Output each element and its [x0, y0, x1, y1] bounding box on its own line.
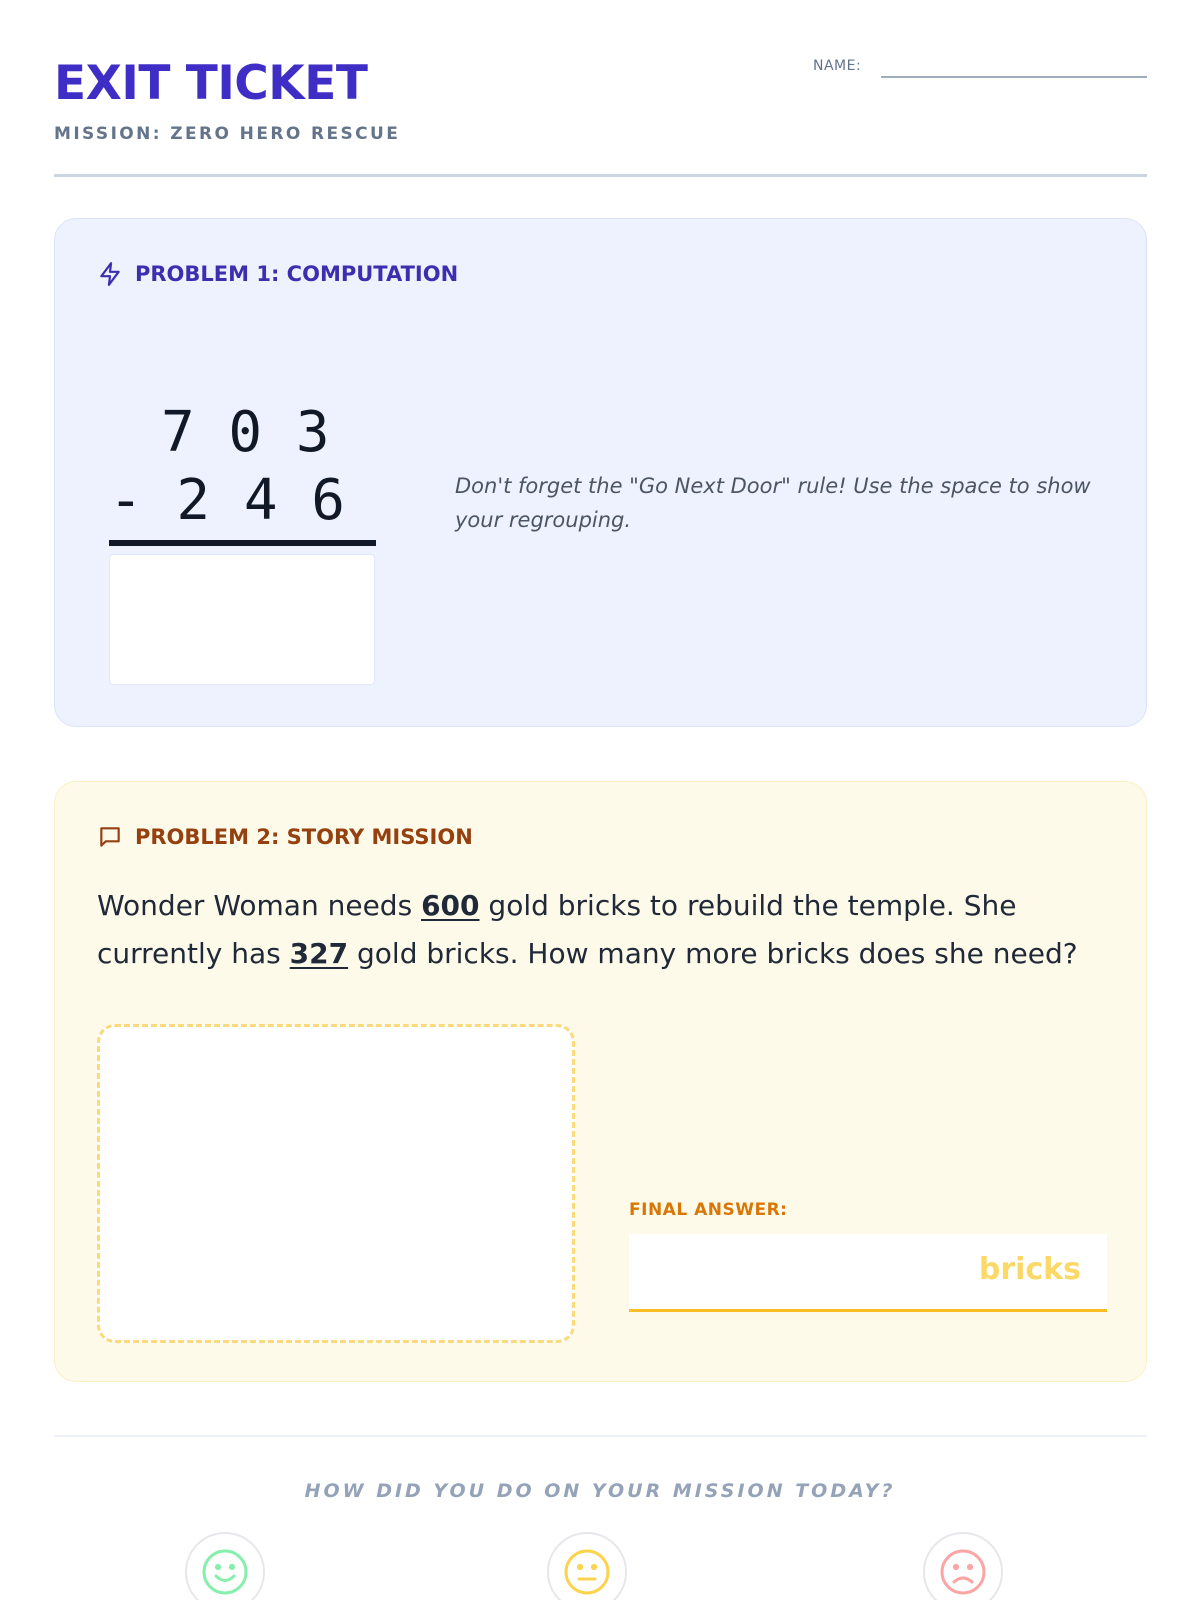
- neutral-face-option[interactable]: [547, 1532, 627, 1600]
- sum-line: [109, 540, 376, 546]
- story-number-327: 327: [289, 937, 349, 970]
- page-header: [54, 0, 1147, 177]
- lightning-icon: [97, 261, 123, 287]
- story-text-3: gold bricks. How many more bricks does she need?: [348, 937, 1078, 970]
- top-number: 7 0 3: [161, 400, 330, 465]
- happy-face-icon: [201, 1548, 249, 1596]
- self-assessment-question: HOW DID YOU DO ON YOUR MISSION TODAY?: [304, 1480, 896, 1502]
- page-subtitle: MISSION: ZERO HERO RESCUE: [54, 124, 401, 144]
- page-title: EXIT TICKET: [54, 56, 368, 111]
- sad-face-option[interactable]: [923, 1532, 1003, 1600]
- problem-1-heading: [97, 261, 458, 287]
- name-label: NAME:: [813, 58, 862, 74]
- final-answer-field[interactable]: [629, 1234, 1107, 1312]
- subtraction-problem: [109, 399, 376, 535]
- problem-1-heading-text: PROBLEM 1: COMPUTATION: [135, 262, 459, 286]
- problem-1-card: [54, 218, 1147, 727]
- work-space-box[interactable]: [97, 1024, 575, 1343]
- happy-face-option[interactable]: [185, 1532, 265, 1600]
- name-field[interactable]: [881, 76, 1147, 78]
- story-problem-text: [97, 882, 1107, 978]
- problem-2-heading: [97, 824, 473, 850]
- final-answer-unit: bricks: [978, 1252, 1081, 1287]
- sad-face-icon: [939, 1548, 987, 1596]
- problem-2-heading-text: PROBLEM 2: STORY MISSION: [135, 825, 473, 849]
- story-text-2: gold bricks to rebuild the temple. She currently has: [97, 889, 1017, 970]
- footer-divider: [54, 1435, 1147, 1437]
- speech-bubble-icon: [97, 824, 123, 850]
- bottom-number: - 2 4 6: [109, 468, 346, 533]
- computation-answer-box[interactable]: [109, 554, 375, 685]
- problem-2-card: [54, 781, 1147, 1382]
- neutral-face-icon: [563, 1548, 611, 1596]
- story-number-600: 600: [421, 889, 480, 922]
- final-answer-label: FINAL ANSWER:: [629, 1200, 788, 1220]
- story-text-1: Wonder Woman needs: [97, 889, 422, 922]
- regrouping-hint: Don't forget the "Go Next Door" rule! Use the space to show your regrouping.: [455, 474, 1091, 532]
